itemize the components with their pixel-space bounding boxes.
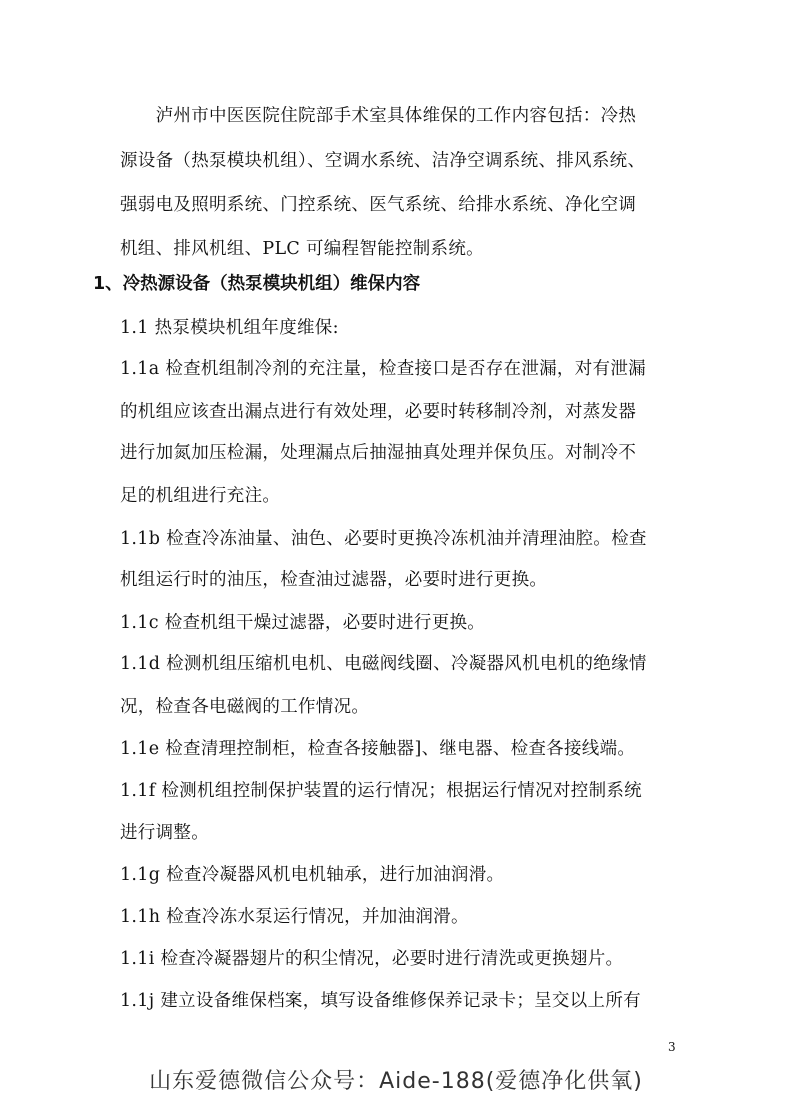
body-line: 1.1g 检查冷凝器风机电机轴承，进行加油润滑。 [120, 865, 505, 885]
intro-line-2: 源设备（热泵模块机组）、空调水系统、洁净空调系统、排风系统、 [120, 151, 646, 171]
body-line: 况，检查各电磁阀的工作情况。 [120, 697, 370, 717]
intro-line-1: 泸州市中医医院住院部手术室具体维保的工作内容包括：冷热 [120, 106, 637, 126]
section-heading: 1、冷热源设备（热泵模块机组）维保内容 [93, 274, 421, 294]
body-line: 1.1a 检查机组制冷剂的充注量，检查接口是否存在泄漏，对有泄漏 [120, 359, 646, 379]
body-line: 1.1d 检测机组压缩机电机、电磁阀线圈、冷凝器风机电机的绝缘情 [120, 654, 647, 674]
intro-line-3: 强弱电及照明系统、门控系统、医气系统、给排水系统、净化空调 [120, 195, 637, 215]
body-line: 1.1f 检测机组控制保护装置的运行情况；根据运行情况对控制系统 [120, 781, 642, 801]
body-line: 1.1e 检查清理控制柜，检查各接触器]、继电器、检查各接线端。 [120, 739, 636, 759]
page-number: 3 [668, 1040, 676, 1054]
intro-line-4: 机组、排风机组、PLC 可编程智能控制系统。 [120, 239, 484, 259]
footer-watermark: 山东爱德微信公众号：Aide-188(爱德净化供氧) [149, 1069, 643, 1094]
body-line: 机组运行时的油压，检查油过滤器，必要时进行更换。 [120, 570, 548, 590]
body-line: 1.1b 检查冷冻油量、油色、必要时更换冷冻机油并清理油腔。检查 [120, 529, 647, 549]
body-line: 1.1h 检查冷冻水泵运行情况，并加油润滑。 [120, 907, 469, 927]
body-line: 足的机组进行充注。 [120, 486, 281, 506]
body-line: 1.1j 建立设备维保档案，填写设备维修保养记录卡；呈交以上所有 [120, 991, 641, 1011]
body-line: 进行调整。 [120, 823, 209, 843]
body-line: 的机组应该查出漏点进行有效处理，必要时转移制冷剂，对蒸发器 [120, 402, 637, 422]
body-line: 1.1 热泵模块机组年度维保: [120, 318, 339, 338]
body-line: 1.1c 检查机组干燥过滤器，必要时进行更换。 [120, 613, 486, 633]
body-line: 1.1i 检查冷凝器翅片的积尘情况，必要时进行清洗或更换翅片。 [120, 949, 624, 969]
body-line: 进行加氮加压检漏，处理漏点后抽湿抽真处理并保负压。对制冷不 [120, 443, 637, 463]
